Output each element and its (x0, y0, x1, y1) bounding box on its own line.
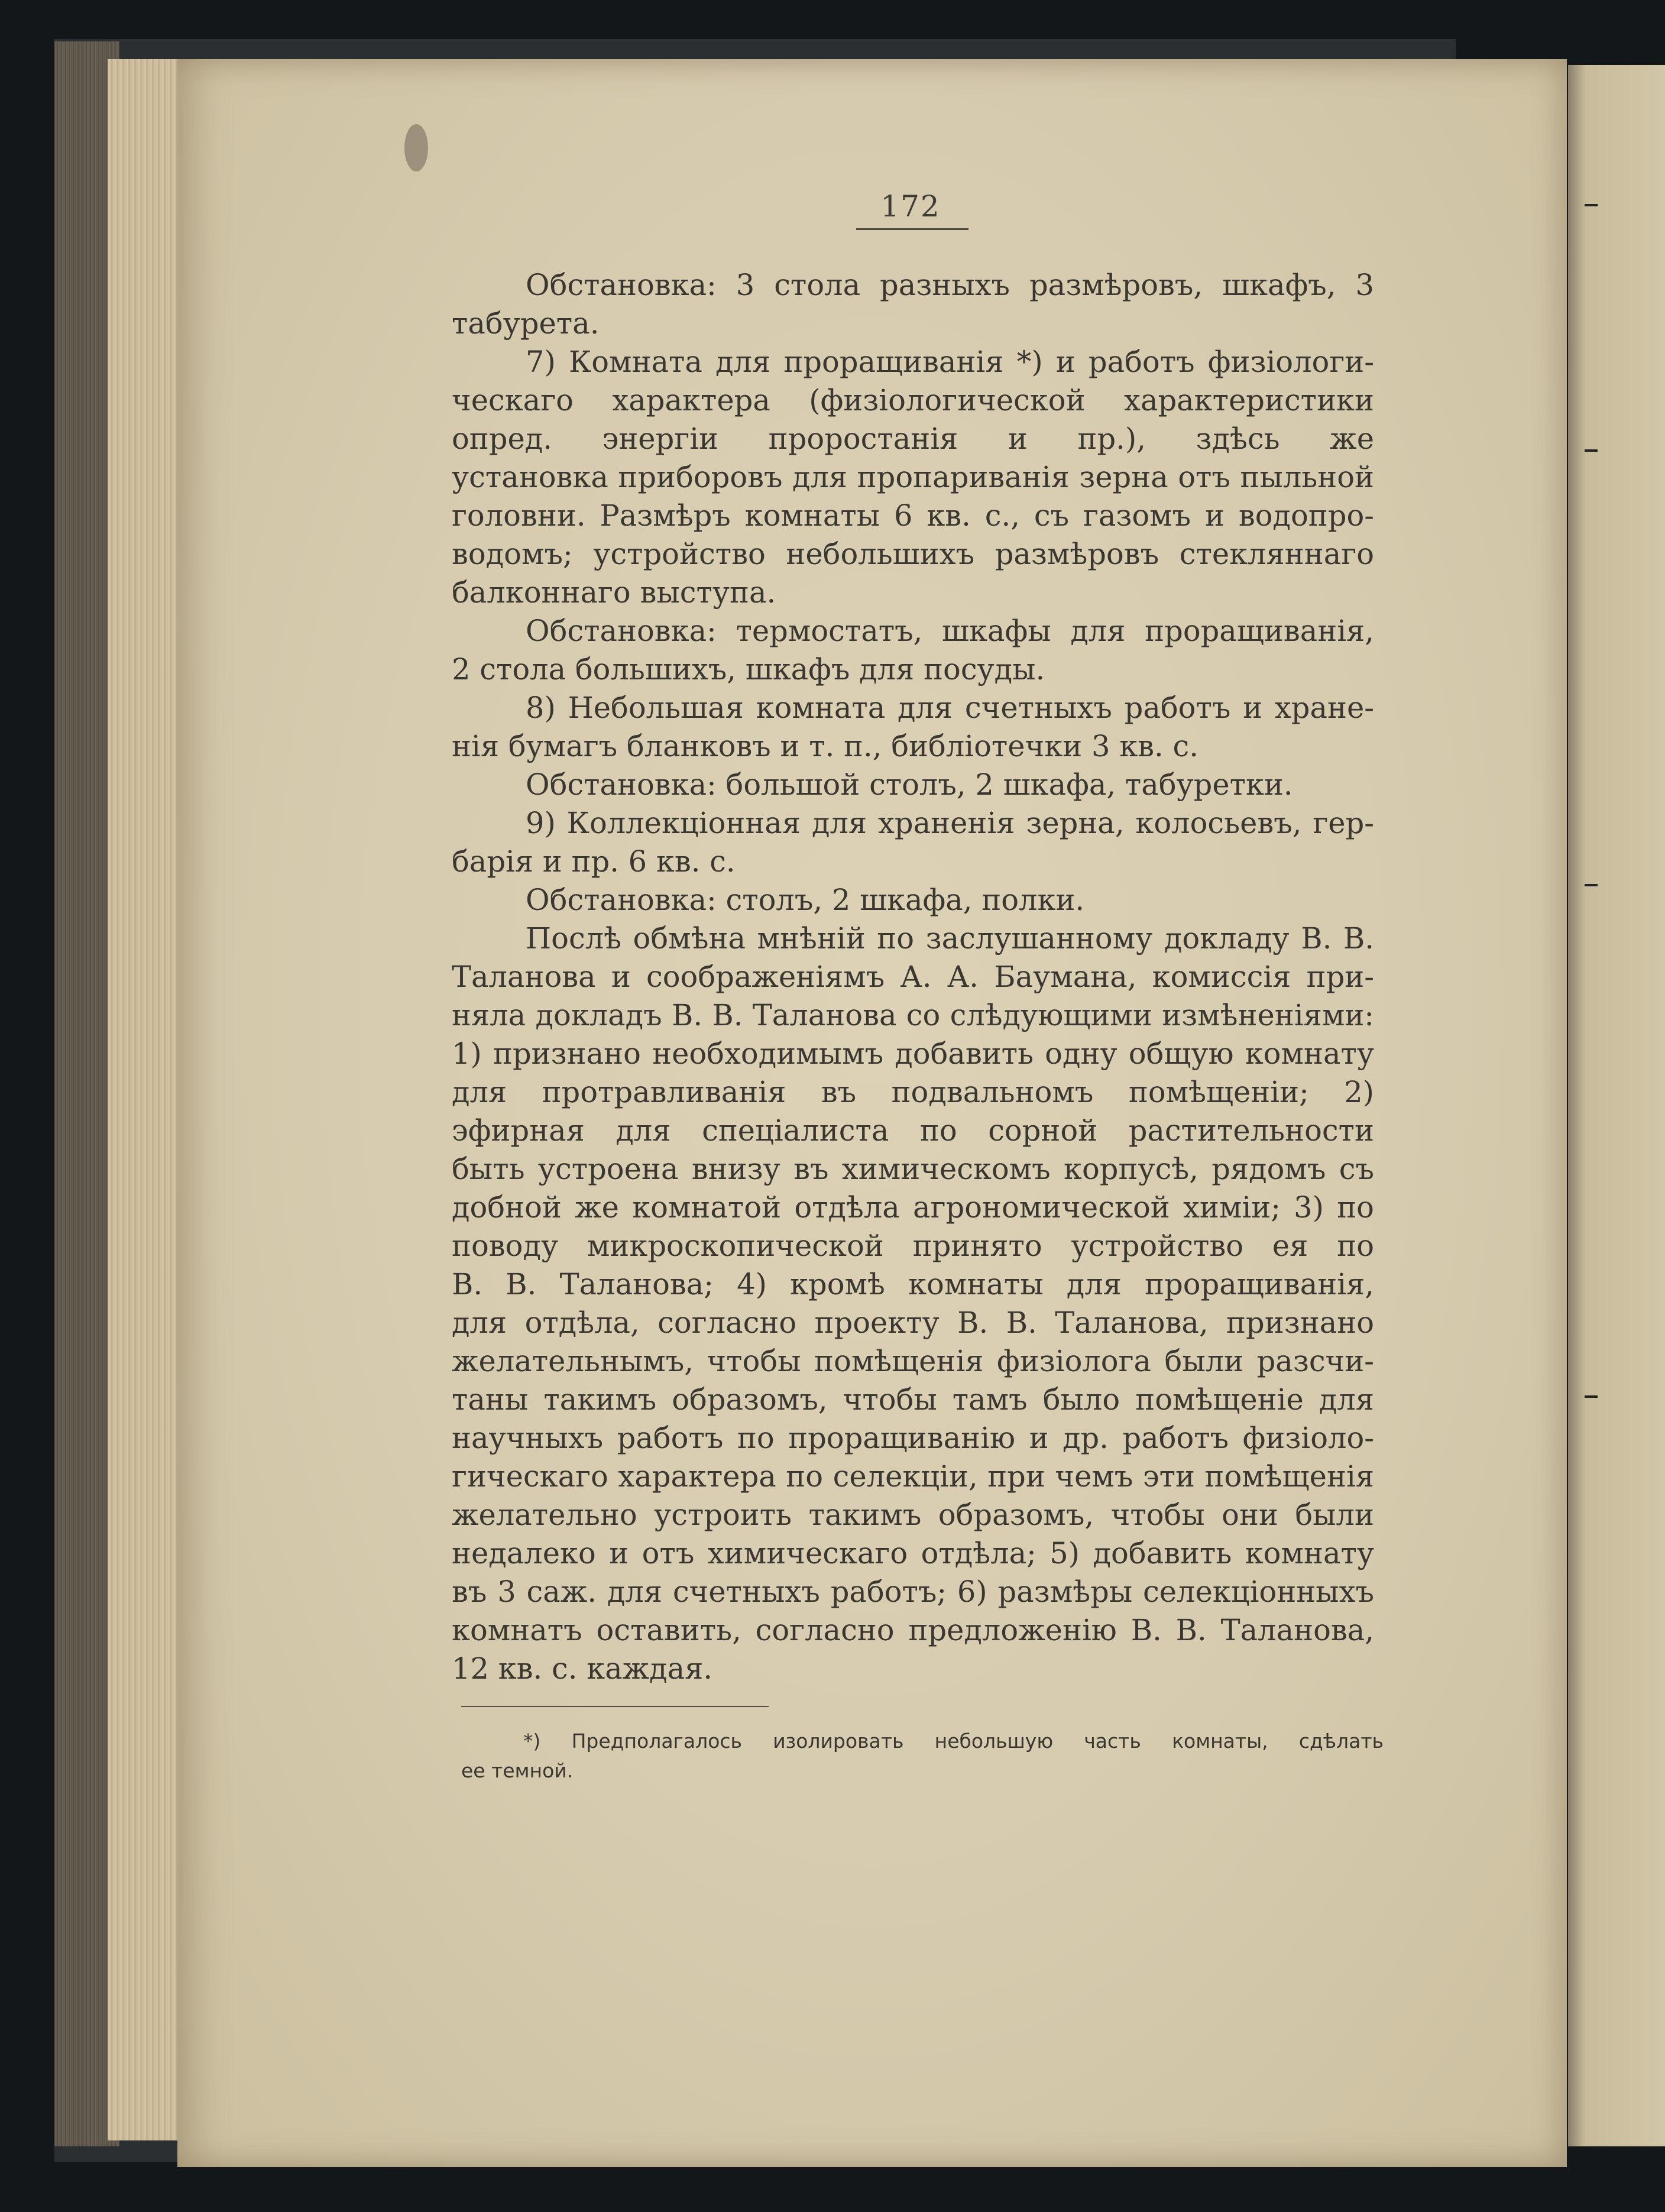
text-line: барія и пр. 6 кв. с. (452, 844, 736, 879)
text-line: няла докладъ В. В. Таланова со слѣдующими измѣненіями: (452, 998, 1374, 1032)
text-line: 7) Комната для проращиванія *) и работъ физіологи- (526, 345, 1374, 379)
text-line: 2 стола большихъ, шкафъ для посуды. (452, 652, 1045, 686)
footnote-line: ее темной. (461, 1759, 574, 1782)
footnote-line: *) Предполагалось изолировать небольшую часть комнаты, сдѣлать (523, 1730, 1384, 1753)
body-text (452, 266, 1374, 1688)
text-line: эфирная для спеціалиста по сорной растительности (452, 1113, 1374, 1148)
text-line: гическаго характера по селекціи, при чемъ эти помѣщенія (452, 1459, 1374, 1494)
text-line: добной же комнатой отдѣла агрономической химіи; 3) по (452, 1190, 1374, 1225)
text-line: поводу микроскопической принято устройство ея по (452, 1229, 1374, 1263)
text-line: 12 кв. с. каждая. (452, 1651, 713, 1686)
text-line: быть устроена внизу въ химическомъ корпусѣ, рядомъ съ (452, 1152, 1374, 1186)
text-line: въ 3 саж. для счетныхъ работъ; 6) размѣры селекціонныхъ (452, 1575, 1374, 1609)
text-line: опред. энергіи проростанія и пр.), здѣсь же (452, 422, 1374, 456)
text-line: нія бумагъ бланковъ и т. п., библіотечки 3 кв. с. (452, 729, 1198, 763)
facing-page-edge (1568, 65, 1665, 2146)
text-line: для отдѣла, согласно проекту В. В. Таланова, признано (452, 1306, 1374, 1340)
text-line: для протравливанія въ подвальномъ помѣщеніи; 2) (452, 1075, 1374, 1109)
page-marker (1585, 449, 1598, 452)
page-marker (1585, 1395, 1598, 1398)
text-line: желательнымъ, чтобы помѣщенія физіолога были разсчи- (452, 1344, 1374, 1378)
text-line: Обстановка: 3 стола разныхъ размѣровъ, шкафъ, 3 (526, 268, 1374, 302)
text-line: Обстановка: термостатъ, шкафы для проращиванія, (526, 614, 1374, 648)
footnote (461, 1727, 1384, 1786)
ink-blot (404, 124, 428, 171)
text-line: таны такимъ образомъ, чтобы тамъ было помѣщеніе для (452, 1382, 1374, 1417)
text-line: недалеко и отъ химическаго отдѣла; 5) добавить комнату (452, 1536, 1374, 1570)
footnote-separator (461, 1706, 769, 1707)
text-line: 1) признано необходимымъ добавить одну общую комнату (452, 1037, 1374, 1071)
text-line: водомъ; устройство небольшихъ размѣровъ стекляннаго (452, 537, 1374, 571)
text-line: Обстановка: столъ, 2 шкафа, полки. (526, 883, 1085, 917)
page-marker (1585, 884, 1598, 886)
text-line: установка приборовъ для пропариванія зерна отъ пыльной (452, 460, 1374, 494)
text-line: Обстановка: большой столъ, 2 шкафа, табуретки. (526, 767, 1293, 802)
text-line: головни. Размѣръ комнаты 6 кв. с., съ газомъ и водопро- (452, 498, 1374, 533)
text-line: балконнаго выступа. (452, 575, 776, 610)
page-number: 172 (880, 189, 941, 224)
text-line: Таланова и соображеніямъ А. А. Баумана, комиссія при- (452, 960, 1374, 994)
text-line: комнатъ оставить, согласно предложенію В. В. Таланова, (452, 1613, 1374, 1647)
text-line: 9) Коллекціонная для храненія зерна, колосьевъ, гер- (526, 806, 1374, 840)
text-line: В. В. Таланова; 4) кромѣ комнаты для проращиванія, (452, 1267, 1374, 1301)
page-marker (1585, 204, 1598, 206)
text-line: научныхъ работъ по проращиванію и др. работъ физіоло- (452, 1421, 1374, 1455)
text-line: табурета. (452, 306, 600, 341)
text-line: Послѣ обмѣна мнѣній по заслушанному докладу В. В. (526, 921, 1374, 956)
page-number-underline (856, 228, 968, 230)
text-line: 8) Небольшая комната для счетныхъ работъ и хране- (526, 691, 1374, 725)
text-line: ческаго характера (физіологической характеристики (452, 383, 1374, 417)
text-line: желательно устроить такимъ образомъ, чтобы они были (452, 1498, 1374, 1532)
